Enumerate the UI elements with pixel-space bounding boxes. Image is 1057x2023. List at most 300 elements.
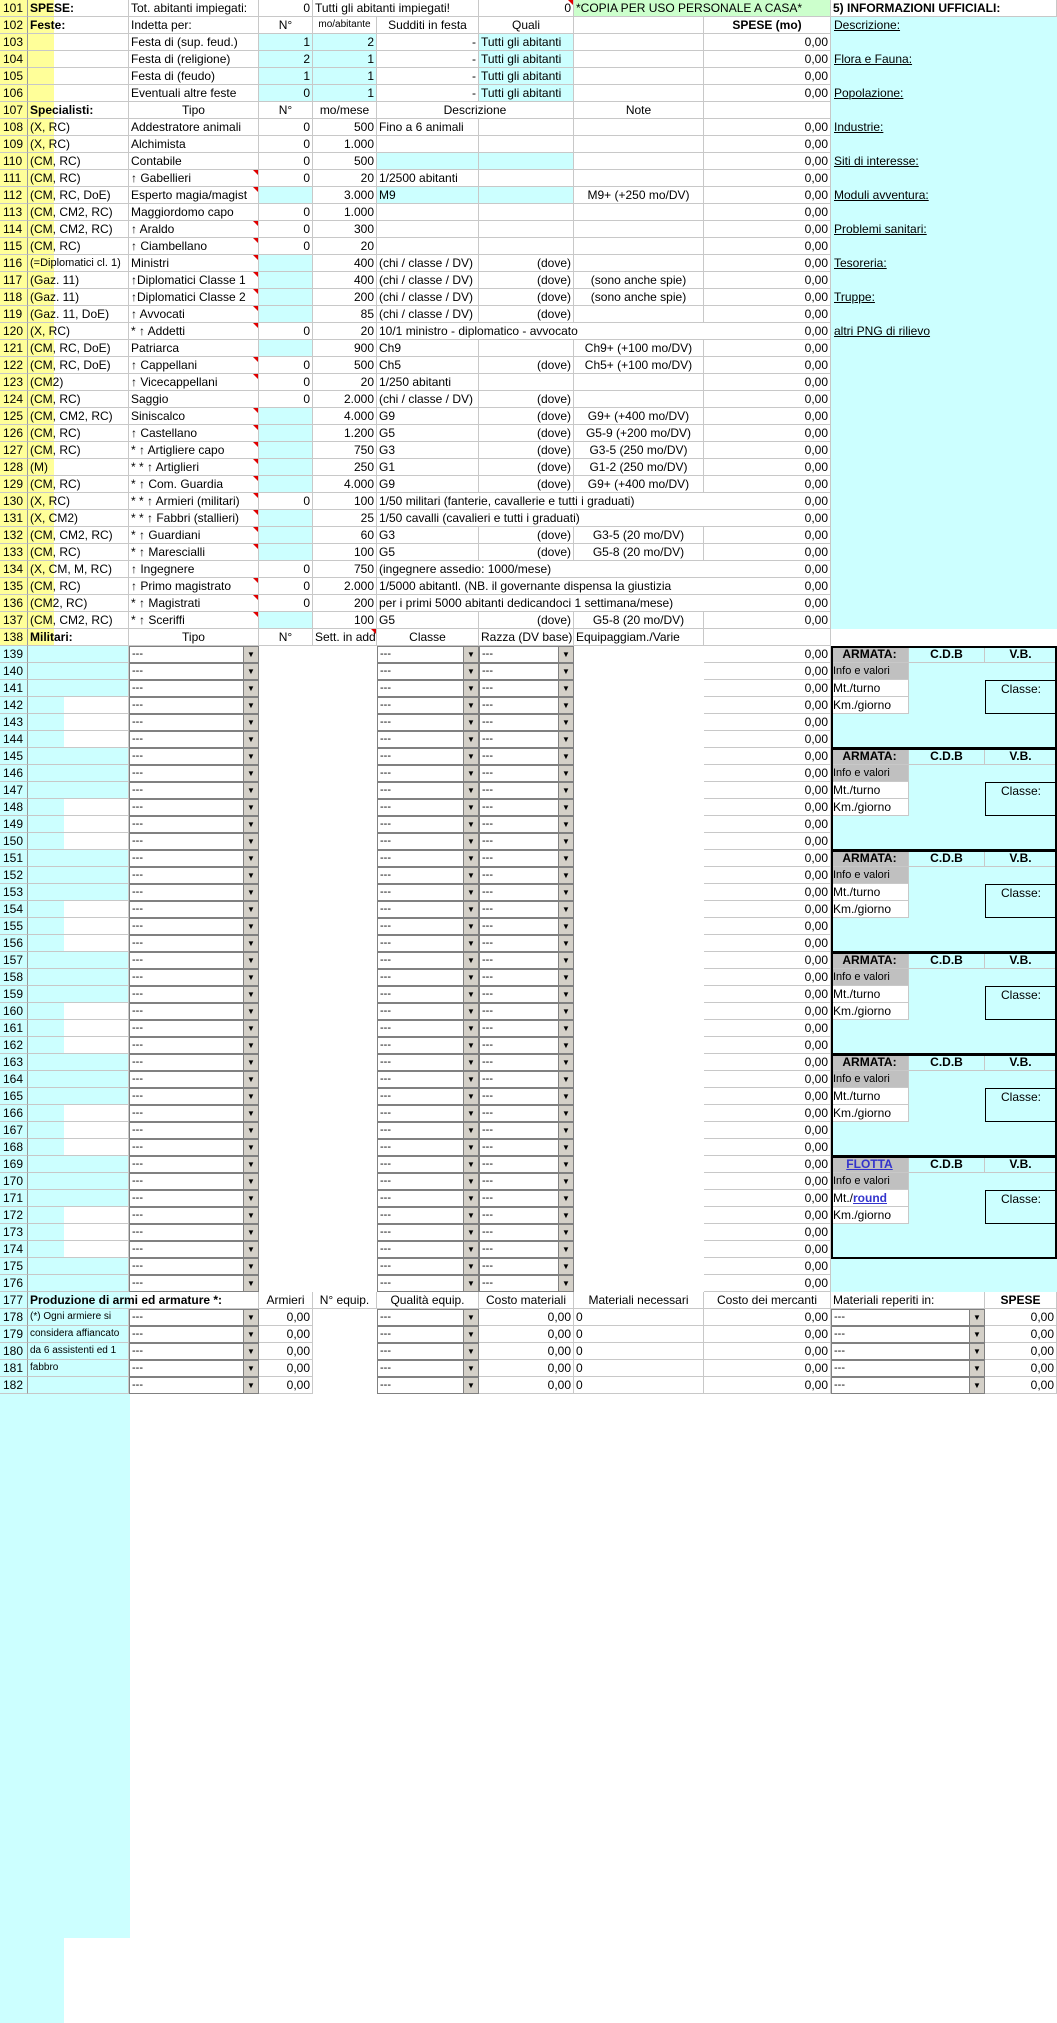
quality-dropdown[interactable] — [377, 1309, 479, 1326]
specialista-n-input[interactable] — [259, 289, 313, 306]
specialista-n-input[interactable] — [259, 272, 313, 289]
quality-dropdown[interactable] — [377, 1326, 479, 1343]
chevron-down-icon[interactable]: ▼ — [243, 698, 258, 713]
military-class-dropdown[interactable] — [377, 714, 479, 731]
military-race-dropdown[interactable] — [479, 1156, 574, 1173]
chevron-down-icon[interactable]: ▼ — [243, 1259, 258, 1274]
festa-mo-input[interactable]: 1 — [313, 51, 377, 68]
military-race-dropdown[interactable] — [479, 1037, 574, 1054]
military-class-dropdown[interactable] — [377, 1054, 479, 1071]
specialista-n-input[interactable]: 0 — [259, 561, 313, 578]
classe-box[interactable] — [985, 782, 1057, 816]
chevron-down-icon[interactable]: ▼ — [243, 1123, 258, 1138]
chevron-down-icon[interactable]: ▼ — [463, 1055, 478, 1070]
military-type-dropdown[interactable] — [129, 1241, 259, 1258]
military-class-dropdown[interactable] — [377, 782, 479, 799]
festa-quali-input[interactable]: Tutti gli abitanti — [479, 68, 574, 85]
military-class-dropdown[interactable] — [377, 1207, 479, 1224]
chevron-down-icon[interactable]: ▼ — [969, 1327, 984, 1342]
military-class-dropdown[interactable] — [377, 1258, 479, 1275]
military-type-dropdown[interactable] — [129, 1275, 259, 1292]
chevron-down-icon[interactable]: ▼ — [243, 1327, 258, 1342]
chevron-down-icon[interactable]: ▼ — [558, 1089, 573, 1104]
specialista-n-input[interactable] — [259, 476, 313, 493]
chevron-down-icon[interactable]: ▼ — [558, 1004, 573, 1019]
info-link[interactable]: Popolazione: — [834, 86, 904, 100]
military-race-dropdown[interactable] — [479, 850, 574, 867]
military-type-dropdown[interactable] — [129, 1190, 259, 1207]
quality-dropdown[interactable] — [377, 1360, 479, 1377]
chevron-down-icon[interactable]: ▼ — [558, 664, 573, 679]
military-class-dropdown[interactable] — [377, 1139, 479, 1156]
chevron-down-icon[interactable]: ▼ — [463, 919, 478, 934]
military-type-dropdown[interactable] — [129, 1088, 259, 1105]
chevron-down-icon[interactable]: ▼ — [463, 664, 478, 679]
chevron-down-icon[interactable]: ▼ — [243, 1106, 258, 1121]
chevron-down-icon[interactable]: ▼ — [243, 851, 258, 866]
chevron-down-icon[interactable]: ▼ — [558, 1259, 573, 1274]
military-race-dropdown[interactable] — [479, 1190, 574, 1207]
chevron-down-icon[interactable]: ▼ — [243, 885, 258, 900]
festa-n-input[interactable]: 2 — [259, 51, 313, 68]
chevron-down-icon[interactable]: ▼ — [243, 732, 258, 747]
military-race-dropdown[interactable] — [479, 1003, 574, 1020]
military-race-dropdown[interactable] — [479, 867, 574, 884]
military-race-dropdown[interactable] — [479, 1139, 574, 1156]
military-class-dropdown[interactable] — [377, 1173, 479, 1190]
chevron-down-icon[interactable]: ▼ — [558, 970, 573, 985]
chevron-down-icon[interactable]: ▼ — [969, 1344, 984, 1359]
military-type-dropdown[interactable] — [129, 952, 259, 969]
military-type-dropdown[interactable] — [129, 986, 259, 1003]
chevron-down-icon[interactable]: ▼ — [243, 749, 258, 764]
chevron-down-icon[interactable]: ▼ — [558, 681, 573, 696]
military-class-dropdown[interactable] — [377, 1190, 479, 1207]
chevron-down-icon[interactable]: ▼ — [558, 1174, 573, 1189]
military-type-dropdown[interactable] — [129, 816, 259, 833]
chevron-down-icon[interactable]: ▼ — [558, 715, 573, 730]
military-race-dropdown[interactable] — [479, 680, 574, 697]
military-race-dropdown[interactable] — [479, 1207, 574, 1224]
chevron-down-icon[interactable]: ▼ — [463, 936, 478, 951]
festa-quali-input[interactable]: Tutti gli abitanti — [479, 85, 574, 102]
chevron-down-icon[interactable]: ▼ — [558, 902, 573, 917]
chevron-down-icon[interactable]: ▼ — [243, 1208, 258, 1223]
chevron-down-icon[interactable]: ▼ — [558, 1021, 573, 1036]
chevron-down-icon[interactable]: ▼ — [558, 936, 573, 951]
weapon-type-dropdown[interactable] — [129, 1377, 259, 1394]
military-type-dropdown[interactable] — [129, 867, 259, 884]
specialista-n-input[interactable]: 0 — [259, 323, 313, 340]
military-race-dropdown[interactable] — [479, 646, 574, 663]
chevron-down-icon[interactable]: ▼ — [463, 1225, 478, 1240]
military-type-dropdown[interactable] — [129, 1054, 259, 1071]
specialista-n-input[interactable] — [259, 306, 313, 323]
chevron-down-icon[interactable]: ▼ — [463, 1310, 478, 1325]
chevron-down-icon[interactable]: ▼ — [558, 834, 573, 849]
chevron-down-icon[interactable]: ▼ — [558, 1106, 573, 1121]
chevron-down-icon[interactable]: ▼ — [463, 1361, 478, 1376]
info-link[interactable]: altri PNG di rilievo — [834, 324, 931, 338]
military-race-dropdown[interactable] — [479, 663, 574, 680]
military-class-dropdown[interactable] — [377, 765, 479, 782]
military-type-dropdown[interactable] — [129, 901, 259, 918]
specialista-n-input[interactable]: 0 — [259, 204, 313, 221]
chevron-down-icon[interactable]: ▼ — [243, 868, 258, 883]
chevron-down-icon[interactable]: ▼ — [463, 1191, 478, 1206]
chevron-down-icon[interactable]: ▼ — [463, 1259, 478, 1274]
chevron-down-icon[interactable]: ▼ — [243, 800, 258, 815]
chevron-down-icon[interactable]: ▼ — [463, 732, 478, 747]
chevron-down-icon[interactable]: ▼ — [243, 1055, 258, 1070]
military-race-dropdown[interactable] — [479, 1071, 574, 1088]
military-type-dropdown[interactable] — [129, 782, 259, 799]
military-race-dropdown[interactable] — [479, 918, 574, 935]
chevron-down-icon[interactable]: ▼ — [558, 647, 573, 662]
chevron-down-icon[interactable]: ▼ — [558, 1140, 573, 1155]
specialista-n-input[interactable] — [259, 544, 313, 561]
military-type-dropdown[interactable] — [129, 884, 259, 901]
military-class-dropdown[interactable] — [377, 1037, 479, 1054]
chevron-down-icon[interactable]: ▼ — [243, 987, 258, 1002]
weapon-type-dropdown[interactable] — [129, 1343, 259, 1360]
military-type-dropdown[interactable] — [129, 697, 259, 714]
chevron-down-icon[interactable]: ▼ — [463, 715, 478, 730]
chevron-down-icon[interactable]: ▼ — [463, 902, 478, 917]
chevron-down-icon[interactable]: ▼ — [463, 698, 478, 713]
chevron-down-icon[interactable]: ▼ — [243, 1191, 258, 1206]
military-race-dropdown[interactable] — [479, 1224, 574, 1241]
chevron-down-icon[interactable]: ▼ — [463, 1378, 478, 1393]
military-type-dropdown[interactable] — [129, 833, 259, 850]
festa-n-input[interactable]: 1 — [259, 68, 313, 85]
chevron-down-icon[interactable]: ▼ — [463, 1004, 478, 1019]
chevron-down-icon[interactable]: ▼ — [243, 1174, 258, 1189]
military-race-dropdown[interactable] — [479, 1275, 574, 1292]
specialista-n-input[interactable] — [259, 255, 313, 272]
specialista-n-input[interactable] — [259, 340, 313, 357]
specialista-n-input[interactable] — [259, 442, 313, 459]
military-type-dropdown[interactable] — [129, 663, 259, 680]
festa-mo-input[interactable]: 1 — [313, 85, 377, 102]
specialista-n-input[interactable]: 0 — [259, 170, 313, 187]
chevron-down-icon[interactable]: ▼ — [969, 1378, 984, 1393]
military-class-dropdown[interactable] — [377, 1122, 479, 1139]
classe-box[interactable] — [985, 1088, 1057, 1122]
military-race-dropdown[interactable] — [479, 816, 574, 833]
chevron-down-icon[interactable]: ▼ — [463, 987, 478, 1002]
chevron-down-icon[interactable]: ▼ — [463, 800, 478, 815]
military-class-dropdown[interactable] — [377, 816, 479, 833]
military-class-dropdown[interactable] — [377, 952, 479, 969]
military-race-dropdown[interactable] — [479, 1173, 574, 1190]
chevron-down-icon[interactable]: ▼ — [463, 1174, 478, 1189]
chevron-down-icon[interactable]: ▼ — [558, 953, 573, 968]
info-link[interactable]: Moduli avventura: — [834, 188, 929, 202]
chevron-down-icon[interactable]: ▼ — [463, 1038, 478, 1053]
military-type-dropdown[interactable] — [129, 1020, 259, 1037]
military-race-dropdown[interactable] — [479, 884, 574, 901]
quality-dropdown[interactable] — [377, 1343, 479, 1360]
chevron-down-icon[interactable]: ▼ — [463, 1276, 478, 1291]
military-race-dropdown[interactable] — [479, 714, 574, 731]
chevron-down-icon[interactable]: ▼ — [558, 987, 573, 1002]
flotta-title[interactable]: FLOTTA — [831, 1156, 909, 1173]
chevron-down-icon[interactable]: ▼ — [558, 1157, 573, 1172]
military-class-dropdown[interactable] — [377, 1003, 479, 1020]
chevron-down-icon[interactable]: ▼ — [243, 953, 258, 968]
chevron-down-icon[interactable]: ▼ — [243, 970, 258, 985]
military-class-dropdown[interactable] — [377, 986, 479, 1003]
chevron-down-icon[interactable]: ▼ — [463, 1242, 478, 1257]
chevron-down-icon[interactable]: ▼ — [463, 647, 478, 662]
specialista-n-input[interactable] — [259, 187, 313, 204]
chevron-down-icon[interactable]: ▼ — [969, 1310, 984, 1325]
military-class-dropdown[interactable] — [377, 663, 479, 680]
military-race-dropdown[interactable] — [479, 697, 574, 714]
festa-n-input[interactable]: 1 — [259, 34, 313, 51]
chevron-down-icon[interactable]: ▼ — [243, 1157, 258, 1172]
military-race-dropdown[interactable] — [479, 748, 574, 765]
military-race-dropdown[interactable] — [479, 1088, 574, 1105]
materiali-source-dropdown[interactable] — [831, 1309, 985, 1326]
chevron-down-icon[interactable]: ▼ — [558, 1055, 573, 1070]
materiali-source-dropdown[interactable] — [831, 1326, 985, 1343]
chevron-down-icon[interactable]: ▼ — [558, 1208, 573, 1223]
quality-dropdown[interactable] — [377, 1377, 479, 1394]
chevron-down-icon[interactable]: ▼ — [969, 1361, 984, 1376]
chevron-down-icon[interactable]: ▼ — [463, 1344, 478, 1359]
military-type-dropdown[interactable] — [129, 765, 259, 782]
chevron-down-icon[interactable]: ▼ — [243, 1072, 258, 1087]
classe-box[interactable] — [985, 1190, 1057, 1224]
festa-mo-input[interactable]: 2 — [313, 34, 377, 51]
chevron-down-icon[interactable]: ▼ — [243, 647, 258, 662]
classe-box[interactable] — [985, 884, 1057, 918]
specialista-n-input[interactable]: 0 — [259, 238, 313, 255]
chevron-down-icon[interactable]: ▼ — [558, 732, 573, 747]
chevron-down-icon[interactable]: ▼ — [243, 919, 258, 934]
military-race-dropdown[interactable] — [479, 1054, 574, 1071]
chevron-down-icon[interactable]: ▼ — [463, 953, 478, 968]
info-link[interactable]: Problemi sanitari: — [834, 222, 927, 236]
specialista-n-input[interactable] — [259, 425, 313, 442]
round-link[interactable]: round — [853, 1191, 887, 1205]
chevron-down-icon[interactable]: ▼ — [558, 1276, 573, 1291]
chevron-down-icon[interactable]: ▼ — [243, 1140, 258, 1155]
chevron-down-icon[interactable]: ▼ — [463, 851, 478, 866]
specialista-n-input[interactable]: 0 — [259, 136, 313, 153]
chevron-down-icon[interactable]: ▼ — [463, 783, 478, 798]
military-type-dropdown[interactable] — [129, 646, 259, 663]
chevron-down-icon[interactable]: ▼ — [463, 1208, 478, 1223]
military-type-dropdown[interactable] — [129, 714, 259, 731]
military-class-dropdown[interactable] — [377, 731, 479, 748]
chevron-down-icon[interactable]: ▼ — [558, 1123, 573, 1138]
military-class-dropdown[interactable] — [377, 918, 479, 935]
chevron-down-icon[interactable]: ▼ — [243, 1038, 258, 1053]
chevron-down-icon[interactable]: ▼ — [558, 800, 573, 815]
chevron-down-icon[interactable]: ▼ — [243, 1276, 258, 1291]
military-class-dropdown[interactable] — [377, 697, 479, 714]
specialista-n-input[interactable]: 0 — [259, 374, 313, 391]
specialista-n-input[interactable]: 0 — [259, 357, 313, 374]
military-class-dropdown[interactable] — [377, 884, 479, 901]
specialista-n-input[interactable]: 0 — [259, 391, 313, 408]
military-race-dropdown[interactable] — [479, 952, 574, 969]
chevron-down-icon[interactable]: ▼ — [463, 885, 478, 900]
chevron-down-icon[interactable]: ▼ — [243, 1004, 258, 1019]
chevron-down-icon[interactable]: ▼ — [243, 664, 258, 679]
specialista-n-input[interactable] — [259, 510, 313, 527]
military-race-dropdown[interactable] — [479, 935, 574, 952]
military-type-dropdown[interactable] — [129, 1105, 259, 1122]
chevron-down-icon[interactable]: ▼ — [463, 1140, 478, 1155]
chevron-down-icon[interactable]: ▼ — [558, 766, 573, 781]
military-class-dropdown[interactable] — [377, 901, 479, 918]
military-race-dropdown[interactable] — [479, 969, 574, 986]
military-type-dropdown[interactable] — [129, 1071, 259, 1088]
specialista-n-input[interactable]: 0 — [259, 493, 313, 510]
info-link[interactable]: Siti di interesse: — [834, 154, 919, 168]
info-link[interactable]: Descrizione: — [834, 18, 901, 32]
military-type-dropdown[interactable] — [129, 850, 259, 867]
military-type-dropdown[interactable] — [129, 1156, 259, 1173]
military-type-dropdown[interactable] — [129, 799, 259, 816]
weapon-type-dropdown[interactable] — [129, 1326, 259, 1343]
military-class-dropdown[interactable] — [377, 867, 479, 884]
chevron-down-icon[interactable]: ▼ — [463, 1123, 478, 1138]
specialista-n-input[interactable]: 0 — [259, 221, 313, 238]
military-race-dropdown[interactable] — [479, 1105, 574, 1122]
military-type-dropdown[interactable] — [129, 1173, 259, 1190]
info-link[interactable]: Truppe: — [834, 290, 875, 304]
chevron-down-icon[interactable]: ▼ — [243, 1344, 258, 1359]
military-class-dropdown[interactable] — [377, 748, 479, 765]
materiali-source-dropdown[interactable] — [831, 1377, 985, 1394]
chevron-down-icon[interactable]: ▼ — [558, 868, 573, 883]
chevron-down-icon[interactable]: ▼ — [558, 749, 573, 764]
chevron-down-icon[interactable]: ▼ — [463, 1106, 478, 1121]
military-class-dropdown[interactable] — [377, 969, 479, 986]
chevron-down-icon[interactable]: ▼ — [243, 1310, 258, 1325]
military-class-dropdown[interactable] — [377, 1241, 479, 1258]
military-class-dropdown[interactable] — [377, 935, 479, 952]
chevron-down-icon[interactable]: ▼ — [463, 1157, 478, 1172]
chevron-down-icon[interactable]: ▼ — [243, 681, 258, 696]
chevron-down-icon[interactable]: ▼ — [463, 681, 478, 696]
military-type-dropdown[interactable] — [129, 748, 259, 765]
festa-quali-input[interactable]: Tutti gli abitanti — [479, 34, 574, 51]
military-type-dropdown[interactable] — [129, 1003, 259, 1020]
military-class-dropdown[interactable] — [377, 1105, 479, 1122]
military-race-dropdown[interactable] — [479, 799, 574, 816]
military-class-dropdown[interactable] — [377, 1156, 479, 1173]
chevron-down-icon[interactable]: ▼ — [243, 783, 258, 798]
chevron-down-icon[interactable]: ▼ — [463, 1327, 478, 1342]
classe-box[interactable] — [985, 986, 1057, 1020]
specialista-n-input[interactable] — [259, 459, 313, 476]
military-class-dropdown[interactable] — [377, 1071, 479, 1088]
info-link[interactable]: Tesoreria: — [834, 256, 887, 270]
military-race-dropdown[interactable] — [479, 901, 574, 918]
classe-box[interactable] — [985, 680, 1057, 714]
specialista-n-input[interactable] — [259, 612, 313, 629]
chevron-down-icon[interactable]: ▼ — [558, 1191, 573, 1206]
chevron-down-icon[interactable]: ▼ — [558, 817, 573, 832]
specialista-n-input[interactable] — [259, 527, 313, 544]
chevron-down-icon[interactable]: ▼ — [558, 1038, 573, 1053]
chevron-down-icon[interactable]: ▼ — [243, 902, 258, 917]
military-class-dropdown[interactable] — [377, 1020, 479, 1037]
chevron-down-icon[interactable]: ▼ — [243, 834, 258, 849]
military-type-dropdown[interactable] — [129, 1139, 259, 1156]
chevron-down-icon[interactable]: ▼ — [558, 1242, 573, 1257]
chevron-down-icon[interactable]: ▼ — [243, 817, 258, 832]
info-link[interactable]: Flora e Fauna: — [834, 52, 913, 66]
military-race-dropdown[interactable] — [479, 986, 574, 1003]
chevron-down-icon[interactable]: ▼ — [243, 766, 258, 781]
military-class-dropdown[interactable] — [377, 680, 479, 697]
chevron-down-icon[interactable]: ▼ — [558, 851, 573, 866]
chevron-down-icon[interactable]: ▼ — [243, 1021, 258, 1036]
military-type-dropdown[interactable] — [129, 969, 259, 986]
produzione-equip-column[interactable] — [0, 1938, 64, 2023]
military-type-dropdown[interactable] — [129, 1122, 259, 1139]
chevron-down-icon[interactable]: ▼ — [243, 1225, 258, 1240]
military-race-dropdown[interactable] — [479, 1020, 574, 1037]
info-link[interactable]: Industrie: — [834, 120, 884, 134]
specialista-n-input[interactable]: 0 — [259, 578, 313, 595]
festa-mo-input[interactable]: 1 — [313, 68, 377, 85]
chevron-down-icon[interactable]: ▼ — [558, 783, 573, 798]
chevron-down-icon[interactable]: ▼ — [558, 1072, 573, 1087]
chevron-down-icon[interactable]: ▼ — [463, 868, 478, 883]
military-type-dropdown[interactable] — [129, 1224, 259, 1241]
chevron-down-icon[interactable]: ▼ — [463, 817, 478, 832]
specialista-n-input[interactable]: 0 — [259, 595, 313, 612]
military-class-dropdown[interactable] — [377, 1088, 479, 1105]
festa-n-input[interactable]: 0 — [259, 85, 313, 102]
military-class-dropdown[interactable] — [377, 833, 479, 850]
chevron-down-icon[interactable]: ▼ — [243, 936, 258, 951]
chevron-down-icon[interactable]: ▼ — [558, 885, 573, 900]
military-type-dropdown[interactable] — [129, 935, 259, 952]
military-class-dropdown[interactable] — [377, 646, 479, 663]
chevron-down-icon[interactable]: ▼ — [558, 919, 573, 934]
chevron-down-icon[interactable]: ▼ — [243, 1378, 258, 1393]
festa-quali-input[interactable]: Tutti gli abitanti — [479, 51, 574, 68]
chevron-down-icon[interactable]: ▼ — [243, 715, 258, 730]
military-type-dropdown[interactable] — [129, 1037, 259, 1054]
military-type-dropdown[interactable] — [129, 731, 259, 748]
chevron-down-icon[interactable]: ▼ — [463, 1072, 478, 1087]
military-type-dropdown[interactable] — [129, 680, 259, 697]
military-race-dropdown[interactable] — [479, 833, 574, 850]
military-class-dropdown[interactable] — [377, 799, 479, 816]
weapon-type-dropdown[interactable] — [129, 1360, 259, 1377]
chevron-down-icon[interactable]: ▼ — [463, 970, 478, 985]
military-class-dropdown[interactable] — [377, 1224, 479, 1241]
specialista-n-input[interactable] — [259, 408, 313, 425]
materiali-source-dropdown[interactable] — [831, 1343, 985, 1360]
military-type-dropdown[interactable] — [129, 1207, 259, 1224]
specialista-n-input[interactable]: 0 — [259, 119, 313, 136]
specialista-n-input[interactable]: 0 — [259, 153, 313, 170]
military-type-dropdown[interactable] — [129, 1258, 259, 1275]
materiali-source-dropdown[interactable] — [831, 1360, 985, 1377]
military-race-dropdown[interactable] — [479, 765, 574, 782]
